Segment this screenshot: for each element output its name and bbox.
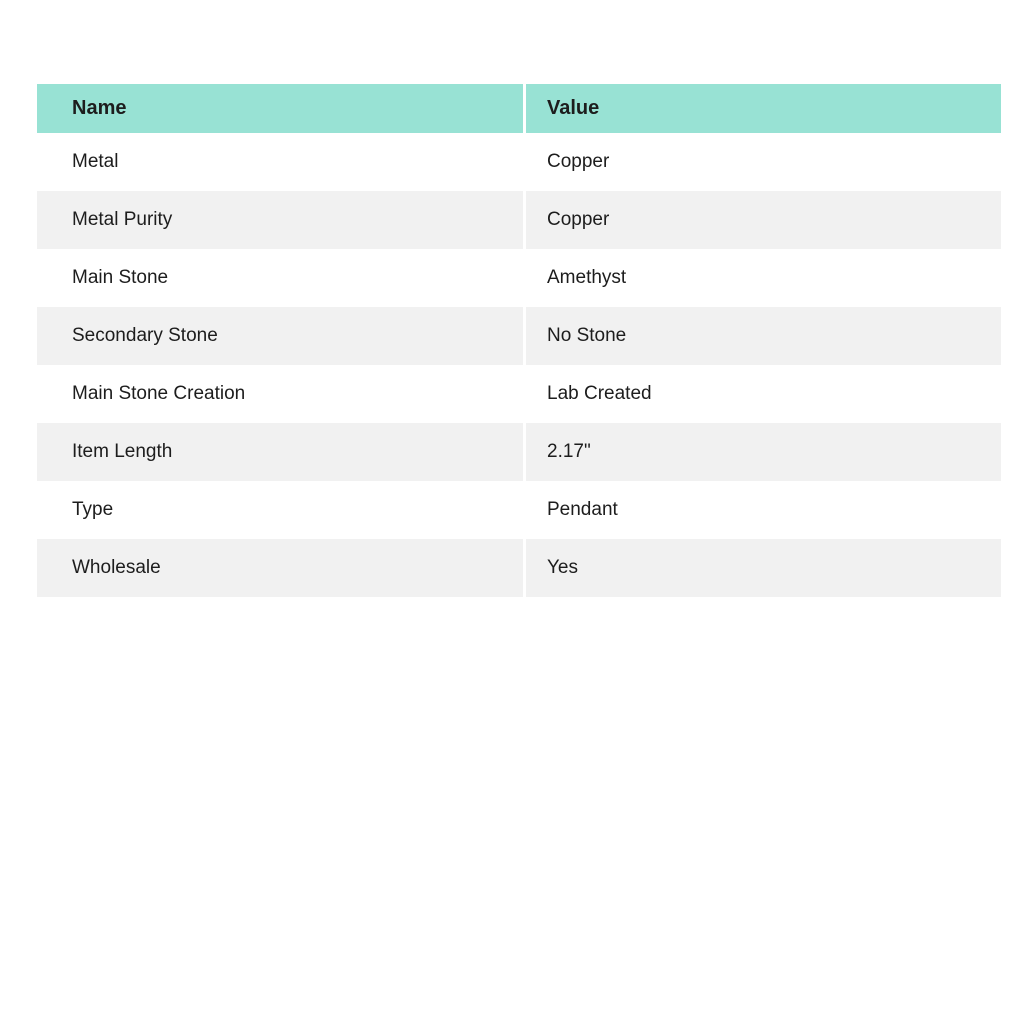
row-name-cell: Main Stone	[37, 249, 523, 307]
table-row	[37, 133, 1001, 191]
row-value-cell: 2.17"	[526, 423, 1001, 481]
row-value-cell: Amethyst	[526, 249, 1001, 307]
table-row	[37, 539, 1001, 597]
table-row	[37, 423, 1001, 481]
row-name-cell: Main Stone Creation	[37, 365, 523, 423]
row-value-cell: Pendant	[526, 481, 1001, 539]
row-value-cell: Copper	[526, 191, 1001, 249]
row-name-cell: Wholesale	[37, 539, 523, 597]
table-row	[37, 481, 1001, 539]
row-name-cell: Type	[37, 481, 523, 539]
row-name-cell: Metal Purity	[37, 191, 523, 249]
column-header-value: Value	[526, 84, 1001, 133]
column-header-name: Name	[37, 84, 523, 133]
table-header-row	[37, 84, 1001, 133]
table-row	[37, 365, 1001, 423]
row-value-cell: Lab Created	[526, 365, 1001, 423]
row-value-cell: Copper	[526, 133, 1001, 191]
table-row	[37, 249, 1001, 307]
row-value-cell: No Stone	[526, 307, 1001, 365]
row-name-cell: Item Length	[37, 423, 523, 481]
row-name-cell: Metal	[37, 133, 523, 191]
table-row	[37, 191, 1001, 249]
table-body	[37, 133, 1001, 597]
table-row	[37, 307, 1001, 365]
row-value-cell: Yes	[526, 539, 1001, 597]
spec-table	[37, 84, 1001, 597]
row-name-cell: Secondary Stone	[37, 307, 523, 365]
